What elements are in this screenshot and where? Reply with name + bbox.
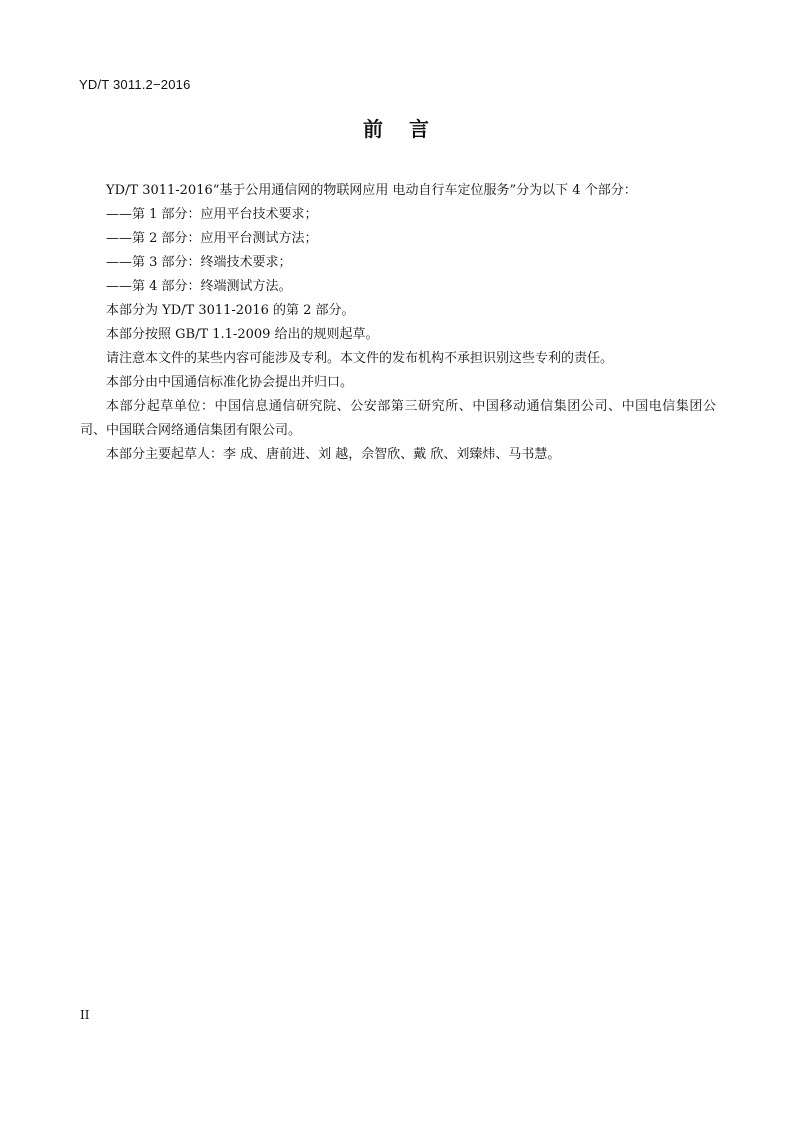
paragraph-proposed-by: 本部分由中国通信标准化协会提出并归口。 [106, 375, 354, 390]
paragraph-parts-intro: YD/T 3011-2016“基于公用通信网的物联网应用 电动自行车定位服务”分为以下 4 个部分： [106, 183, 637, 198]
list-item-part-1: ——第 1 部分：应用平台技术要求； [106, 207, 318, 222]
page-title: 前言 [363, 117, 455, 141]
list-item-part-4: ——第 4 部分：终端测试方法。 [106, 279, 292, 294]
page-number: II [80, 1008, 90, 1022]
list-item-part-3: ——第 3 部分：终端技术要求； [106, 255, 292, 270]
list-item-part-2: ——第 2 部分：应用平台测试方法； [106, 231, 318, 246]
foreword-body [80, 179, 716, 467]
paragraph-this-part: 本部分为 YD/T 3011-2016 的第 2 部分。 [106, 303, 355, 318]
paragraph-patent-notice: 请注意本文件的某些内容可能涉及专利。本文件的发布机构不承担识别这些专利的责任。 [106, 351, 614, 366]
paragraph-drafting-rules: 本部分按照 GB/T 1.1-2009 给出的规则起草。 [106, 327, 379, 342]
paragraph-drafters: 本部分主要起草人：李 成、唐前进、刘 越，佘智欣、戴 欣、刘臻炜、马书慧。 [106, 447, 561, 462]
standard-code: YD/T 3011.2−2016 [79, 77, 191, 92]
paragraph-drafting-units: 本部分起草单位：中国信息通信研究院、公安部第三研究所、中国移动通信集团公司、中国电信集团公司、中国联合网络通信集团有限公司。 [80, 399, 716, 438]
